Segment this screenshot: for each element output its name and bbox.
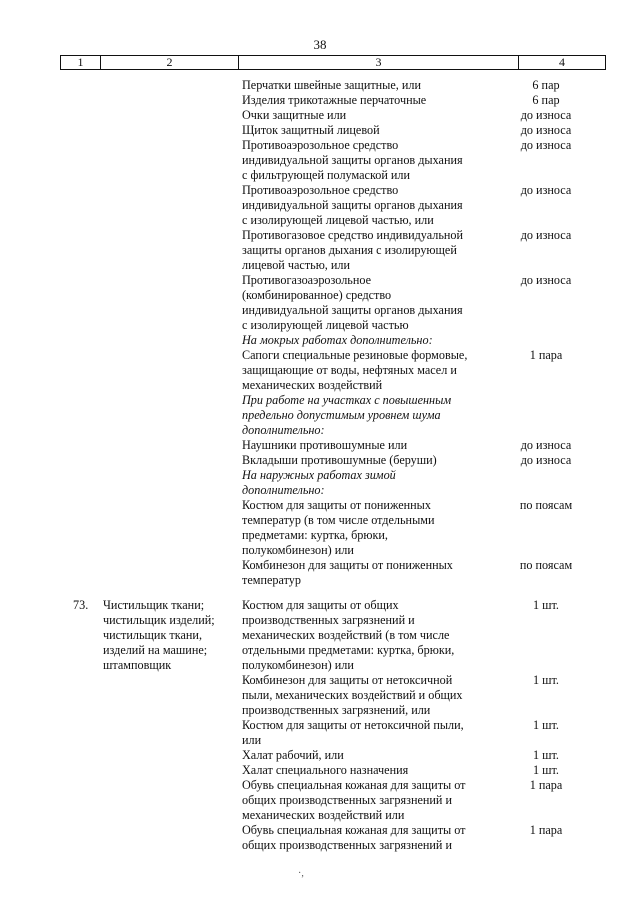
item-description-line: температур (242, 573, 301, 587)
item-description-line: с фильтрующей полумаской или (242, 168, 411, 182)
item-description-line: механических воздействий (в том числе (242, 628, 450, 642)
item-description-line: Изделия трикотажные перчаточные (242, 93, 427, 107)
item-quantity: 6 пар (532, 78, 560, 92)
item-description-line: Комбинезон для защиты от пониженных (242, 558, 453, 572)
item-description-line: защиты органов дыхания с изолирующей (242, 243, 457, 257)
header-col-1: 1 (61, 56, 101, 69)
profession-line: Чистильщик ткани; (103, 598, 205, 612)
item-description-line: производственных загрязнений и (242, 613, 415, 627)
item-quantity: до износа (520, 228, 572, 242)
item-quantity: 1 шт. (533, 748, 559, 762)
item-quantity: 1 пара (529, 778, 563, 792)
item-quantity: 1 шт. (533, 598, 559, 612)
footer-mark: ·, (298, 868, 304, 879)
item-description-line: Наушники противошумные или (242, 438, 408, 452)
item-description-line: Обувь специальная кожаная для защиты от (242, 778, 466, 792)
item-description-line: Щиток защитный лицевой (242, 123, 380, 137)
item-description-line: Комбинезон для защиты от нетоксичной (242, 673, 453, 687)
item-description-line: Костюм для защиты от нетоксичной пыли, (242, 718, 464, 732)
item-description-line: производственных загрязнений, или (242, 703, 431, 717)
item-description-line: с изолирующей лицевой частью (242, 318, 409, 332)
item-quantity: 1 шт. (533, 718, 559, 732)
item-description-line: механических воздействий или (242, 808, 405, 822)
item-description-line: Противоаэрозольное средство (242, 183, 399, 197)
header-col-3: 3 (239, 56, 519, 69)
item-quantity: 1 шт. (533, 763, 559, 777)
item-description-line: Вкладыши противошумные (беруши) (242, 453, 437, 467)
item-description-line: или (242, 733, 262, 747)
item-description-line: Сапоги специальные резиновые формовые, (242, 348, 468, 362)
item-quantity: до износа (520, 108, 572, 122)
item-description-line: Халат специального назначения (242, 763, 409, 777)
item-description-line: защищающие от воды, нефтяных масел и (242, 363, 457, 377)
section-note: На мокрых работах дополнительно: (242, 333, 433, 347)
item-description-line: лицевой частью, или (242, 258, 351, 272)
item-quantity: до износа (520, 453, 572, 467)
item-quantity: по поясам (519, 498, 573, 512)
item-description-line: Противогазовое средство индивидуальной (242, 228, 464, 242)
item-description-line: полукомбинезон) или (242, 658, 354, 672)
item-description-line: индивидуальной защиты органов дыхания (242, 198, 463, 212)
item-quantity: по поясам (519, 558, 573, 572)
profession-line: чистильщик изделий; (103, 613, 215, 627)
item-description-line: с изолирующей лицевой частью, или (242, 213, 434, 227)
header-col-2: 2 (101, 56, 239, 69)
item-description-line: Костюм для защиты от общих (242, 598, 399, 612)
section-note: При работе на участках с повышенным (242, 393, 452, 407)
item-description-line: отдельными предметами: куртка, брюки, (242, 643, 455, 657)
item-description-line: пыли, механических воздействий и общих (242, 688, 463, 702)
item-quantity: 1 шт. (533, 673, 559, 687)
profession-line: изделий на машине; (103, 643, 208, 657)
profession-line: штамповщик (103, 658, 172, 672)
item-quantity: до износа (520, 123, 572, 137)
item-quantity: 6 пар (532, 93, 560, 107)
section-note: На наружных работах зимой (242, 468, 396, 482)
item-description-line: Халат рабочий, или (242, 748, 344, 762)
item-description-line: (комбинированное) средство (242, 288, 392, 302)
profession-line: чистильщик ткани, (103, 628, 202, 642)
item-description-line: общих производственных загрязнений и (242, 838, 453, 852)
item-description-line: общих производственных загрязнений и (242, 793, 453, 807)
section-note: дополнительно: (242, 483, 325, 497)
item-quantity: до износа (520, 138, 572, 152)
item-quantity: до износа (520, 273, 572, 287)
page-number: 38 (313, 37, 327, 52)
item-quantity: до износа (520, 438, 572, 452)
item-description-line: Обувь специальная кожаная для защиты от (242, 823, 466, 837)
entry-73-number: 73. (73, 598, 89, 612)
item-description-line: Костюм для защиты от пониженных (242, 498, 431, 512)
header-col-4: 4 (559, 55, 565, 69)
item-description-line: индивидуальной защиты органов дыхания (242, 303, 463, 317)
item-quantity: 1 пара (529, 348, 563, 362)
item-description-line: Перчатки швейные защитные, или (242, 78, 422, 92)
item-description-line: Очки защитные или (242, 108, 347, 122)
item-quantity: до износа (520, 183, 572, 197)
section-note: дополнительно: (242, 423, 325, 437)
item-description-line: индивидуальной защиты органов дыхания (242, 153, 463, 167)
item-quantity: 1 пара (529, 823, 563, 837)
item-description-line: полукомбинезон) или (242, 543, 354, 557)
item-description-line: предметами: куртка, брюки, (242, 528, 388, 542)
table-header-row (60, 55, 606, 70)
item-description-line: температур (в том числе отдельными (242, 513, 435, 527)
item-description-line: Противогазоаэрозольное (242, 273, 372, 287)
item-description-line: Противоаэрозольное средство (242, 138, 399, 152)
section-note: предельно допустимым уровнем шума (242, 408, 441, 422)
item-description-line: механических воздействий (242, 378, 383, 392)
